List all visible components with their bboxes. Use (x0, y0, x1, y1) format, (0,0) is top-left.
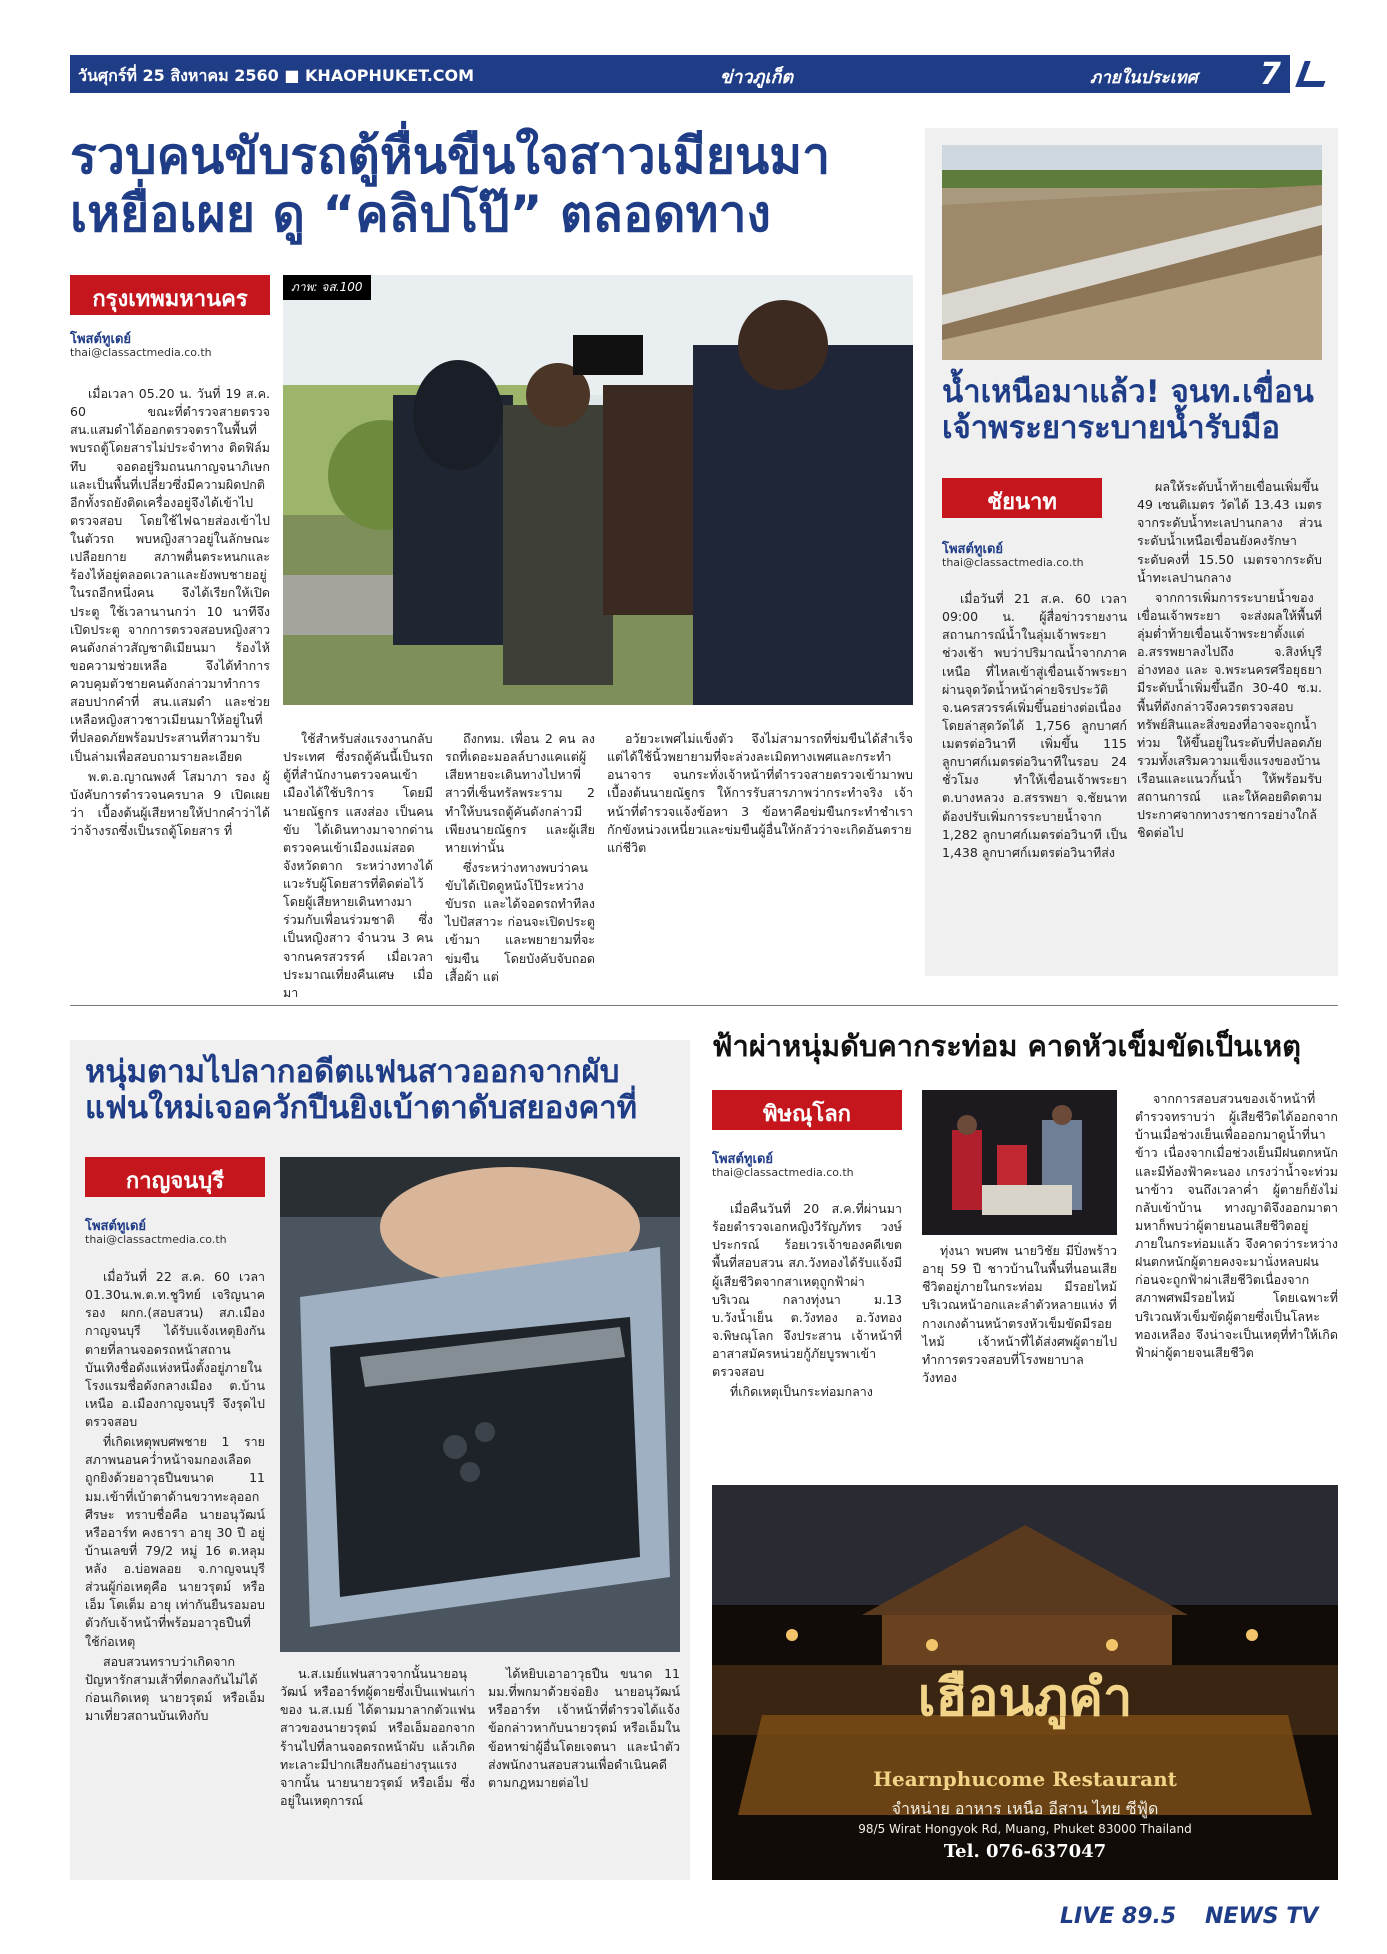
story4-photo (922, 1090, 1117, 1235)
story4-email: thai@classactmedia.co.th (712, 1166, 854, 1179)
story4-col3-text: จากการสอบสวนของเจ้าหน้าที่ตำรวจทราบว่า ผู้เสียชีวิตได้ออกจากบ้านเมื่อช่วงเย็นเพื่อออกมาดูน้ำที่นาข้าว เนื่องจากเมื่อช่วงเย็นมีฝนตกหนักและมีท้องฟ้าคะนอง เกรงว่าน้ำจะท่วมนาข้าว จนถึงเวลาค่ำ ผู้ตายก็ยังไม่กลับเข้าบ้าน ทางญาติจึงออกมาตามหาก็พบว่าผู้ตายนอนเสียชีวิตอยู่ภายในกระท่อมแล้ว จึงคาดว่าระหว่างฝนตกหนักผู้ตายคงจะมานั่งหลบฝนก่อนจะถูกฟ้าผ่าเสียชีวิตเนื่องจากสภาพศพมีรอยไหม้ โดยเฉพาะที่บริเวณหัวเข็มขัดผู้ตายซึ่งเป็นโลหะทองเหลือง จึงน่าจะเป็นเหตุที่ทำให้เกิดฟ้าผ่าผู้ตายจนเสียชีวิต (1135, 1091, 1338, 1360)
header-date: วันศุกร์ที่ 25 สิงหาคม 2560 ■ KHAOPHUKET.COM (78, 66, 475, 85)
story1-email: thai@classactmedia.co.th (70, 346, 212, 359)
story2-location-tag: ชัยนาท (942, 478, 1102, 518)
story2-col2b-text: จากการเพิ่มการระบายน้ำของเขื่อนเจ้าพระยา จะส่งผลให้พื้นที่ลุ่มต่ำท้ายเขื่อนเจ้าพระยาตั้งแต่ อ.สรรพยาลงไปถึง จ.สิงห์บุรี อ่างทอง และ จ.พระนครศรีอยุธยา มีระดับน้ำเพิ่มขึ้นอีก 30-40 ซ.ม. พื้นที่ดังกล่าวจึงควรตรวจสอบทรัพย์สินและสิ่งของที่อาจจะถูกน้ำท่วม ให้ขึ้นอยู่ในระดับที่ปลอดภัย รวมทั้งเสริมความแข็งแรงของบ้านเรือนและแนวกั้นน้ำ ให้พร้อมรับสถานการณ์ และให้คอยติดตามประกาศจากทางราชการอย่างใกล้ชิดต่อไป (1137, 589, 1322, 841)
story3-col1 (85, 1268, 265, 1868)
story1-col4-text: อวัยวะเพศไม่แข็งตัว จึงไม่สามารถที่ข่มขืนได้สำเร็จ แต่ได้ใช้นิ้วพยายามที่จะล่วงละเมิดทางเพศและกระทำอนาจาร จนกระทั่งเจ้าหน้าที่ตำรวจสายตรวจเข้ามาพบ เบื้องต้นนายณัฐกร ให้การรับสารภาพว่ากระทำจริง เจ้าหน้าที่ตำรวจแจ้งข้อหา 3 ข้อหาคือข่มขืนกระทำชำเรา กักขังหน่วงเหนี่ยวและข่มขืนผู้อื่นให้กลัวว่าจะเกิดอันตรายแก่ชีวิต (607, 731, 913, 855)
story3-gun-photo (280, 1157, 680, 1652)
story3-headline-line2: แฟนใหม่เจอควักปืนยิงเบ้าตาดับสยองคาที่ (85, 1089, 638, 1126)
story1-col3 (445, 730, 595, 984)
story3-col1-text: เมื่อวันที่ 22 ส.ค. 60 เวลา 01.30น.พ.ต.ท.ชูวิทย์ เจริญนาค รอง ผกก.(สอบสวน) สภ.เมืองกาญจนบุรี ได้รับแจ้งเหตุยิงกันตายที่ลานจอดรถหน้าสถานบันเทิงชื่อดังแห่งหนึ่งตั้งอยู่ภายในโรงแรมชื่อดังกลางเมือง ต.บ้านเหนือ อ.เมืองกาญจนบุรี จึงรุดไปตรวจสอบ (85, 1269, 265, 1429)
story2-headline (942, 375, 1332, 446)
footer-logos (1060, 1900, 1340, 1936)
story1-photo (283, 275, 913, 705)
restaurant-ad[interactable] (712, 1485, 1338, 1880)
story4-byline: โพสต์ทูเดย์ (712, 1152, 774, 1167)
story3-col1b-text: ที่เกิดเหตุพบศพชาย 1 ราย สภาพนอนคว่ำหน้าจมกองเลือดถูกยิงด้วยอาวุธปืนขนาด 11 มม.เข้าที่เบ้าตาด้านขวาทะลุออกศีรษะ ทราบชื่อคือ นายอนุวัฒน์ หรืออาร์ท คงธารา อายุ 30 ปี อยู่บ้านเลขที่ 79/2 หมู่ 16 ต.หลุมหลัง อ.บ่อพลอย จ.กาญจนบุรี ส่วนผู้ก่อเหตุคือ นายวรุตม์ หรือเอ็ม โตเต็ม อายุ เท่ากันยืนรอมอบตัวกับเจ้าหน้าที่พร้อมอาวุธปืนที่ใช้ก่อเหตุ (85, 1434, 265, 1649)
story1-photo-art (283, 275, 913, 705)
story2-dam-photo (942, 145, 1322, 360)
corner-logo-icon (1290, 55, 1338, 93)
story1-col1 (70, 385, 270, 865)
story4-col3 (1135, 1090, 1338, 1452)
story2-email: thai@classactmedia.co.th (942, 556, 1084, 569)
story1-headline-line1: รวบคนขับรถตู้หื่นขืนใจสาวเมียนมา (70, 127, 831, 185)
story2-col2 (1137, 478, 1322, 960)
story1-photo-credit: ภาพ: จส.100 (283, 275, 371, 300)
story1-col3-text: ถึงกทม. เพื่อน 2 คน ลงรถที่เดอะมอลล์บางแคแต่ผู้เสียหายจะเดินทางไปหาพี่สาวที่เซ็นทรัลพระราม 2 ทำให้บนรถตู้คันดังกล่าวมีเพียงนายณัฐกร และผู้เสียหายเท่านั้น (445, 731, 595, 855)
story3-byline: โพสต์ทูเดย์ (85, 1219, 147, 1234)
ad-tagline: จำหน่าย อาหาร เหนือ อีสาน ไทย ซีฟู้ด (891, 1799, 1159, 1818)
story1-col3b-text: ซึ่งระหว่างทางพบว่าคนขับได้เปิดดูหนังโป๊ระหว่างขับรถ และได้จอดรถทำทีลงไปปัสสาวะ ก่อนจะเปิดประตูเข้ามา และพยายามที่จะข่มขืน โดยบังคับจับถอดเสื้อผ้า แต่ (445, 859, 595, 984)
story3-col2-text: น.ส.เมย์แฟนสาวจากนั้นนายอนุวัฒน์ หรืออาร์ทผู้ตายซึ่งเป็นแฟนเก่าของ น.ส.เมย์ ได้ตามมาลากตัวแฟนสาวของนายวรุตม์ หรือเอ็มออกจากร้านไปที่ลานจอดรถหน้าผับ แล้วเกิดทะเลาะมีปากเสียงกันอย่างรุนแรง จากนั้น นายนายวรุตม์ หรือเอ็ม ซึ่งอยู่ในเหตุการณ์ (280, 1666, 475, 1808)
story3-col3-text: ได้หยิบเอาอาวุธปืน ขนาด 11 มม.ที่พกมาด้วยจ่อยิง นายอนุวัฒน์ หรืออาร์ท เจ้าหน้าที่ตำรวจได้แจ้งข้อกล่าวหากับนายวรุตม์ หรือเอ็มในข้อหาฆ่าผู้อื่นโดยเจตนา และนำตัวส่งพนักงานสอบสวนเพื่อดำเนินคดีตามกฎหมายต่อไป (488, 1666, 680, 1790)
ad-thai-name: เฮือนภูคำ (917, 1667, 1133, 1728)
story1-col1b-text: พ.ต.อ.ญาณพงศ์ โสมาภา รอง ผู้บังคับการตำรวจนครบาล 9 เปิดเผยว่า เบื้องต้นผู้เสียหายให้ปากคำว่าได้ว่าจ้างรถซึ่งเป็นรถตู้โดยสาร ที่ (70, 768, 270, 838)
story3-col3 (488, 1665, 680, 1865)
story1-headline-line2: เหยื่อเผย ดู “คลิปโป๊” ตลอดทาง (70, 184, 771, 243)
story2-headline-line1: น้ำเหนือมาแล้ว! จนท.เขื่อน (942, 374, 1314, 410)
ad-phone[interactable]: Tel. 076-637047 (943, 1841, 1107, 1862)
live-logo: LIVE 89.5 (1060, 1904, 1177, 1929)
news-tv-logo: NEWS TV (1205, 1904, 1319, 1929)
story4-rescue-photo (922, 1090, 1117, 1235)
section-divider (70, 1005, 1338, 1006)
story4-col1b-text: ที่เกิดเหตุเป็นกระท่อมกลาง (730, 1384, 873, 1400)
story2-headline-line2: เจ้าพระยาระบายน้ำรับมือ (942, 409, 1281, 446)
story3-col2 (280, 1665, 475, 1865)
story4-col1 (712, 1200, 902, 1450)
page-number: 7 (1260, 57, 1281, 92)
story1-headline (70, 128, 920, 243)
page-header (70, 55, 1338, 93)
story3-headline (85, 1055, 685, 1126)
story1-col4 (607, 730, 913, 870)
story2-byline: โพสต์ทูเดย์ (942, 542, 1004, 557)
story1-byline: โพสต์ทูเดย์ (70, 332, 132, 347)
header-section: ภายในประเทศ (1090, 68, 1198, 88)
story4-headline: ฟ้าผ่าหนุ่มดับคากระท่อม คาดหัวเข็มขัดเป็นเหตุ (712, 1029, 1301, 1063)
story1-location-tag: กรุงเทพมหานคร (70, 275, 270, 315)
story1-col2 (283, 730, 433, 1000)
header-logo: ข่าวภูเก็ต (720, 67, 794, 88)
story1-col2-text: ใช้สำหรับส่งแรงงานกลับประเทศ ซึ่งรถตู้คันนี้เป็นรถตู้ที่สำนักงานตรวจคนเข้าเมืองได้ใช้บริการ โดยมี นายณัฐกร แสงส่อง เป็นคนขับ ได้เดินทางมาจากด่านตรวจคนเข้าเมืองแม่สอด จังหวัดตาก ระหว่างทางได้แวะรับผู้โดยสารที่ติดต่อไว้ โดยผู้เสียหายเดินทางมาร่วมกับเพื่อนร่วมชาติ ซึ่งเป็นหญิงสาว จำนวน 3 คน จากนครสวรรค์ เมื่อเวลาประมาณเที่ยงคืนเศษ เมื่อมา (283, 731, 433, 1000)
story2-photo (942, 145, 1322, 360)
ad-address: 98/5 Wirat Hongyok Rd, Muang, Phuket 83000 Thailand (858, 1822, 1192, 1836)
story4-location-tag: พิษณุโลก (712, 1090, 902, 1130)
story4-col2-text: ทุ่งนา พบศพ นายวิชัย มีปิ่งพร้าว อายุ 59 ปี ชาวบ้านในพื้นที่นอนเสียชีวิตอยู่ภายในกระท่อม มีรอยไหม้บริเวณหน้าอกและลำตัวหลายแห่ง ที่กางเกงด้านหน้าตรงหัวเข็มขัดมีรอยไหม้ เจ้าหน้าที่ได้ส่งศพผู้ตายไปทำการตรวจสอบที่โรงพยาบาลวังทอง (922, 1243, 1117, 1385)
story3-photo (280, 1157, 680, 1652)
story3-email: thai@classactmedia.co.th (85, 1233, 227, 1246)
ad-restaurant-name: Hearnphucome Restaurant (873, 1767, 1177, 1791)
story1-col1-text: เมื่อเวลา 05.20 น. วันที่ 19 ส.ค. 60 ขณะที่ตำรวจสายตรวจ สน.แสมดำได้ออกตรวจตราในพื้นที่ พบรถตู้โดยสารไม่ประจำทาง ติดฟิล์มทึบ จอดอยู่ริมถนนกาญจนาภิเษก และเป็นพื้นที่เปลี่ยวซึ่งมีความผิดปกติ อีกทั้งรถยังติดเครื่องอยู่จึงได้เข้าไปตรวจสอบ โดยใช้ไฟฉายส่องเข้าไปในตัวรถ พบหญิงสาวอยู่ในลักษณะเปลือยกาย สภาพตื่นตระหนกและร้องไห้อยู่ตลอดเวลาและยังพบชายอยู่ในรถอีกหนึ่งคน จึงได้เรียกให้เปิดประตู ใช้เวลานานกว่า 10 นาทีจึงเปิดประตู จากการตรวจสอบหญิงสาวคนดังกล่าวสัญชาติเมียนมา ร้องไห้ขอความช่วยเหลือ จึงได้ทำการควบคุมตัวชายคนดังกล่าวมาทำการสอบปากคำที่ สน.แสมดำ และช่วยเหลือหญิงสาวชาวเมียนมาให้อยู่ในที่ที่ปลอดภัยพร้อมประสานที่สาวมารับเป็นล่ามเพื่อสอบถามรายละเอียด (70, 386, 270, 764)
story3-headline-line1: หนุ่มตามไปลากอดีตแฟนสาวออกจากผับ (85, 1054, 620, 1090)
story2-col1 (942, 590, 1127, 960)
story3-col1c-text: สอบสวนทราบว่าเกิดจากปัญหารักสามเส้าที่ตกลงกันไม่ได้ ก่อนเกิดเหตุ นายวรุตม์ หรือเอ็มมาเที่ยวสถานบันเทิงกับ (85, 1653, 265, 1723)
story4-col1-text: เมื่อคืนวันที่ 20 ส.ค.ที่ผ่านมา ร้อยตำรวจเอกหญิงวีรัญภัทร วงษ์ประกรณ์ ร้อยเวรเจ้าของคดีเขตพื้นที่สอบสวน สภ.วังทองได้รับแจ้งมี ผู้เสียชีวิตจากสาเหตุถูกฟ้าผ่า บริเวณ กลางทุ่งนา ม.13 บ.วังน้ำเย็น ต.วังทอง อ.วังทอง จ.พิษณุโลก จึงประสาน เจ้าหน้าที่อาสาสมัครหน่วยกู้ภัยบูรพาเข้าตรวจสอบ (712, 1201, 902, 1380)
story2-col2-text: ผลให้ระดับน้ำท้ายเขื่อนเพิ่มขึ้น 49 เซนติเมตร วัดได้ 13.43 เมตรจากระดับน้ำทะเลปานกลาง ส่วนระดับน้ำเหนือเขื่อนยังคงรักษาระดับคงที่ 15.50 เมตรจากระดับน้ำทะเลปานกลาง (1137, 479, 1322, 585)
story2-col1-text: เมื่อวันที่ 21 ส.ค. 60 เวลา 09:00 น. ผู้สื่อข่าวรายงานสถานการณ์น้ำในลุ่มเจ้าพระยาช่วงเช้า พบว่าปริมาณน้ำจากภาคเหนือ ที่ไหลเข้าสู่เขื่อนเจ้าพระยา ผ่านจุดวัดน้ำหน้าค่ายจิรประวัติ จ.นครสวรรค์เพิ่มขึ้นอย่างต่อเนื่อง โดยล่าสุดวัดได้ 1,756 ลูกบาศก์เมตรต่อวินาที เพิ่มขึ้น 115 ลูกบาศก์เมตรต่อวินาทีในรอบ 24 ชั่วโมง ทำให้เขื่อนเจ้าพระยา ต.บางหลวง อ.สรรพยา จ.ชัยนาท ต้องปรับเพิ่มการระบายน้ำจาก 1,282 ลูกบาศก์เมตรต่อวินาที เป็น 1,438 ลูกบาศก์เมตรต่อวินาทีส่ง (942, 591, 1127, 860)
story4-col2 (922, 1242, 1117, 1452)
story3-location-tag: กาญจนบุรี (85, 1157, 265, 1197)
